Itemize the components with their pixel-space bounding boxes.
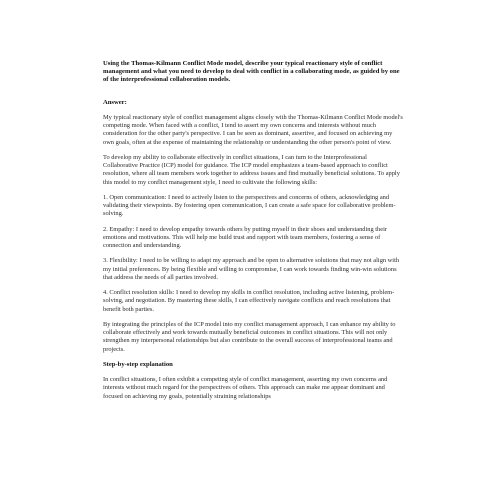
answer-paragraph-intro: My typical reactionary style of conflict management aligns closely with the Thomas-Kilmann Conflict Mode model's competing mode. When faced with a conflict, I tend to assert my own concerns and interests without much consideration for the other party's perspective. I can be seen as dominant, assertive, and focused on achieving my own goals, often at the expense of maintaining the relationship or understanding the other person's point of view. [103,113,403,146]
skill-open-communication: 1. Open communication: I need to actively listen to the perspectives and concerns of others, acknowledging and validating their viewpoints. By fostering open communication, I can create a safe space for collaborative problem-solving. [103,193,396,218]
answer-paragraph-icp-model: To develop my ability to collaborate effectively in conflict situations, I can turn to the Interprofessional Collaborative Practice (ICP) model for guidance. The ICP model emphasizes a team-based approach to conflict resolution, where all team members work together to address issues and find mutually beneficial solutions. To apply this model to my conflict management style, I need to cultivate the following skills: [103,153,400,186]
skill-conflict-resolution: 4. Conflict resolution skills: I need to develop my skills in conflict resolution, including active listening, problem-solving, and negotiation. By mastering these skills, I can effectively navigate conflicts and reach resolutions that benefit both parties. [103,289,395,313]
explanation-heading: Step-by-step explanation [103,360,173,368]
skill-empathy: 2. Empathy: I need to develop empathy towards others by putting myself in their shoes and understanding their emotions and motivations. This will help me build trust and rapport with team members, fostering a sense of connection and understanding. [103,225,387,250]
explanation-paragraph: In conflict situations, I often exhibit a competing style of conflict management, asserting my own concerns and interests without much regard for the perspectives of others. This approach can make me appear dominant and focused on achieving my goals, potentially straining relationships [103,376,388,400]
question-text: Using the Thomas-Kilmann Conflict Mode model, describe your typical reactionary style of conflict management and what you need to develop to deal with conflict in a collaborating mode, as guided by one of the interprofessional collaboration models. [103,60,400,84]
answer-paragraph-conclusion: By integrating the principles of the ICP model into my conflict management approach, I can enhance my ability to collaborate effectively and work towards mutually beneficial outcomes in conflict situations. This will not only strengthen my interpersonal relationships but also contribute to the overall success of interprofessional teams and projects. [103,320,396,353]
answer-heading: Answer: [103,98,127,106]
skill-flexibility: 3. Flexibility: I need to be willing to adapt my approach and be open to alternative solutions that may not align with my initial preferences. By being flexible and willing to compromise, I can work towards finding win-win solutions that address the needs of all parties involved. [103,257,400,281]
document-page [103,60,403,408]
